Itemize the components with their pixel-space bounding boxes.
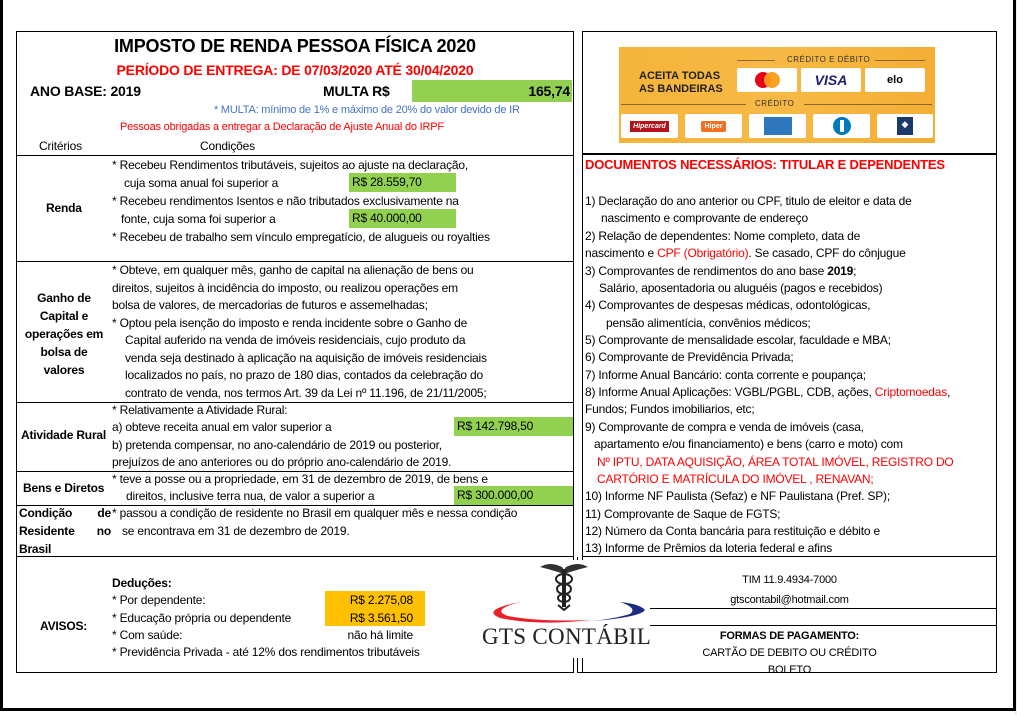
doc-item	[585, 383, 950, 401]
rural-line: * Relativamente a Atividade Rural:	[112, 403, 288, 417]
label-word: Brasil	[19, 542, 52, 556]
doc-item: CARTÓRIO E MATRÍCULA DO IMÓVEL , RENAVAN;	[597, 472, 874, 486]
label-word: no	[96, 524, 111, 538]
doc-bold: 2019	[827, 264, 854, 278]
deducoes-title: Deduções:	[112, 576, 172, 590]
doc-item: 11) Comprovante de Saque de FGTS;	[585, 507, 781, 521]
obrigadas-note: Pessoas obrigadas a entregar a Declaração de Ajuste Anual do IRPF	[120, 121, 444, 133]
ganho-line: Capital auferido na venda de imóveis residenciais, cujo produto da	[125, 333, 466, 347]
banner-title	[639, 70, 723, 96]
doc-highlight: Criptomoedas	[874, 385, 948, 399]
ganho-line: bolsa de valores, de mercadorias de futuros e assemelhadas;	[112, 298, 428, 312]
doc-item	[585, 244, 906, 262]
label-line: operações em	[24, 327, 104, 341]
doc-item: Fundos; Fundos imobiliarios, etc;	[585, 402, 755, 416]
renda-threshold-2: R$ 40.000,00	[349, 209, 456, 228]
doc-item: apartamento e/ou financiamento) e bens (carro e moto) com	[594, 437, 903, 451]
hiper-icon	[685, 114, 742, 138]
criteria-bens-direitos: Bens e Diretos	[23, 481, 105, 495]
section-credit-debit: CRÉDITO E DÉBITO	[787, 55, 871, 64]
deducao-value: R$ 2.275,08	[325, 591, 425, 609]
ganho-line: venda seja destinado à aplicação na aquisição de imóveis residenciais	[125, 351, 487, 365]
payment-title: FORMAS DE PAGAMENTO:	[719, 630, 860, 642]
visa-icon	[801, 68, 861, 92]
section-credit: CRÉDITO	[755, 99, 795, 108]
multa-label: MULTA R$	[323, 83, 390, 99]
doc-item	[585, 262, 856, 280]
visa-label: VISA	[814, 72, 848, 88]
multa-note: * MULTA: mínimo de 1% e máximo de 20% do valor devido de IR	[214, 104, 520, 116]
doc-item: Salário, aposentadoria ou aluguéis (pagos e recebidos)	[599, 281, 883, 295]
multa-value: 165,74	[412, 80, 572, 102]
residente-line: se encontrava em 31 de dezembro de 2019.	[122, 524, 350, 538]
logo-swoosh	[480, 600, 650, 626]
doc-item: 1) Declaração do ano anterior ou CPF, titulo de eleitor e data de	[585, 194, 912, 208]
label-line: bolsa de	[40, 345, 88, 359]
rural-line: prejuízos de ano anteriores ou do próprio ano-calendário de 2019.	[112, 455, 452, 469]
doc-item: 13) Informe de Prêmios da loteria federal e afins	[585, 541, 832, 555]
label-word: Condição	[19, 506, 73, 520]
criteria-residente-label	[19, 504, 111, 558]
bens-line: direitos, inclusive terra nua, de valor a superior a	[126, 489, 375, 503]
deducao-item: * Por dependente:	[112, 593, 206, 607]
banner-rule	[621, 104, 746, 105]
logo-text: GTS CONTÁBIL	[482, 624, 652, 649]
deducao-item: * Com saúde:	[112, 628, 183, 642]
label-word: Residente	[19, 524, 75, 538]
doc-text: 8) Informe Anual Aplicações: VGBL/PGBL, CDB, ações,	[585, 385, 875, 399]
rural-line: a) obteve receita anual em valor superior a	[112, 420, 332, 434]
contact-phone: TIM 11.9.4934-7000	[742, 574, 837, 586]
criteria-renda: Renda	[46, 201, 82, 215]
renda-line: cuja soma anual foi superior a	[124, 176, 279, 190]
banner-rule	[737, 60, 775, 61]
elo-label: elo	[887, 74, 903, 86]
hipercard-icon	[621, 114, 678, 138]
doc-item: 7) Informe Anual Bancário: conta corrente e poupança;	[585, 368, 866, 382]
elo-icon	[865, 68, 925, 92]
doc-item: nascimento e comprovante de endereço	[601, 211, 808, 225]
doc-item: Nº IPTU, DATA AQUISIÇÃO, ÁREA TOTAL IMÓVEL, REGISTRO DO	[597, 455, 954, 469]
renda-threshold-1: R$ 28.559,70	[349, 173, 456, 192]
deducao-item: * Educação própria ou dependente	[112, 611, 292, 625]
cabal-icon: ◆	[877, 114, 933, 138]
hiper-label: Hiper	[701, 121, 727, 132]
ganho-line: direitos, sujeitos à incidência do imposto, ou realizou operações em	[112, 281, 458, 295]
criteria-atividade-rural: Atividade Rural	[21, 428, 107, 442]
bens-line: * teve a posse ou a propriedade, em 31 de dezembro de 2019, de bens e	[112, 472, 488, 486]
residente-line: * passou a condição de residente no Brasil em qualquer mês e nessa condição	[112, 506, 518, 520]
doc-text: ,	[947, 385, 951, 399]
doc-item: 6) Comprovante de Previdência Privada;	[585, 350, 794, 364]
ganho-line: localizados no país, no prazo de 180 dias, contados da celebração do	[125, 368, 483, 382]
ganho-line: * Obteve, em qualquer mês, ganho de capital na alienação de bens ou	[112, 263, 474, 277]
label-line: valores	[43, 363, 85, 377]
hipercard-label: Hipercard	[630, 121, 669, 132]
doc-item: 10) Informe NF Paulista (Sefaz) e NF Paulistana (Pref. SP);	[585, 489, 890, 503]
banner-title-line: AS BANDEIRAS	[639, 83, 723, 95]
label-line: Ganho de	[37, 291, 91, 305]
doc-item: 9) Comprovante de compra e venda de imóveis (casa,	[585, 420, 864, 434]
ano-base: ANO BASE: 2019	[30, 83, 141, 99]
doc-text: . Se casado, CPF do cônjugue	[748, 246, 906, 260]
doc-item: 4) Comprovantes de despesas médicas, odontológicas,	[585, 298, 871, 312]
doc-item: pensão alimentícia, convênios médicos;	[606, 316, 811, 330]
divider	[648, 625, 997, 626]
amex-icon	[749, 114, 806, 138]
contact-email: gtscontabil@hotmail.com	[730, 594, 849, 606]
doc-text: ;	[853, 264, 857, 278]
column-header-condicoes: Condições	[200, 139, 255, 153]
bens-threshold: R$ 300.000,00	[454, 486, 573, 505]
criteria-ganho-capital	[16, 289, 112, 379]
renda-line: * Recebeu rendimentos Isentos e não tributados exclusivamente na	[112, 194, 459, 208]
label-word: de	[97, 506, 111, 520]
deducao-value: não há limite	[347, 628, 413, 642]
rural-line: b) pretenda compensar, no ano-calendário de 2019 ou posterior,	[112, 438, 442, 452]
page-title: IMPOSTO DE RENDA PESSOA FÍSICA 2020	[114, 36, 476, 56]
deducao-value: R$ 3.561,50	[325, 609, 425, 626]
banner-rule	[804, 104, 932, 105]
doc-item: 5) Comprovante de mensalidade escolar, faculdade e MBA;	[585, 333, 891, 347]
banner-title-line: ACEITA TODAS	[639, 70, 721, 82]
doc-text: nascimento e	[585, 246, 658, 260]
ganho-line: contrato de venda, nos termos Art. 39 da Lei nº 11.196, de 21/11/2005;	[125, 386, 487, 400]
delivery-period: PERÍODO DE ENTREGA: DE 07/03/2020 ATÉ 30/04/2020	[116, 62, 474, 78]
doc-text: 3) Comprovantes de rendimentos do ano base	[585, 264, 828, 278]
divider	[16, 402, 574, 403]
mastercard-icon	[737, 68, 797, 92]
payment-line: CARTÃO DE DEBITO OU CRÉDITO	[702, 647, 877, 659]
documents-title: DOCUMENTOS NECESSÁRIOS: TITULAR E DEPENDENTES	[585, 157, 945, 172]
doc-item: 2) Relação de dependentes: Nome completo, data de	[585, 229, 861, 243]
doc-item: 12) Número da Conta bancária para restituição e débito e	[585, 524, 880, 538]
rural-threshold: R$ 142.798,50	[454, 417, 573, 436]
payment-banner	[619, 47, 935, 143]
column-header-criterios: Critérios	[39, 139, 82, 153]
renda-line: * Recebeu Rendimentos tributáveis, sujeitos ao ajuste na declaração,	[112, 158, 468, 172]
doc-highlight: CPF (Obrigatório)	[657, 246, 749, 260]
avisos-label: AVISOS:	[40, 619, 88, 633]
banner-rule	[875, 60, 925, 61]
ganho-line: * Optou pela isenção do imposto e renda incidente sobre o Ganho de	[112, 316, 468, 330]
divider	[648, 608, 997, 609]
renda-line: * Recebeu de trabalho sem vínculo empregatício, de alugueis ou royalties	[112, 230, 490, 244]
diners-icon	[813, 114, 870, 138]
label-line: Capital e	[39, 309, 89, 323]
payment-line: BOLETO	[767, 664, 812, 676]
deducao-item: * Previdência Privada - até 12% dos rendimentos tributáveis	[112, 645, 420, 659]
renda-line: fonte, cuja soma foi superior a	[121, 212, 276, 226]
